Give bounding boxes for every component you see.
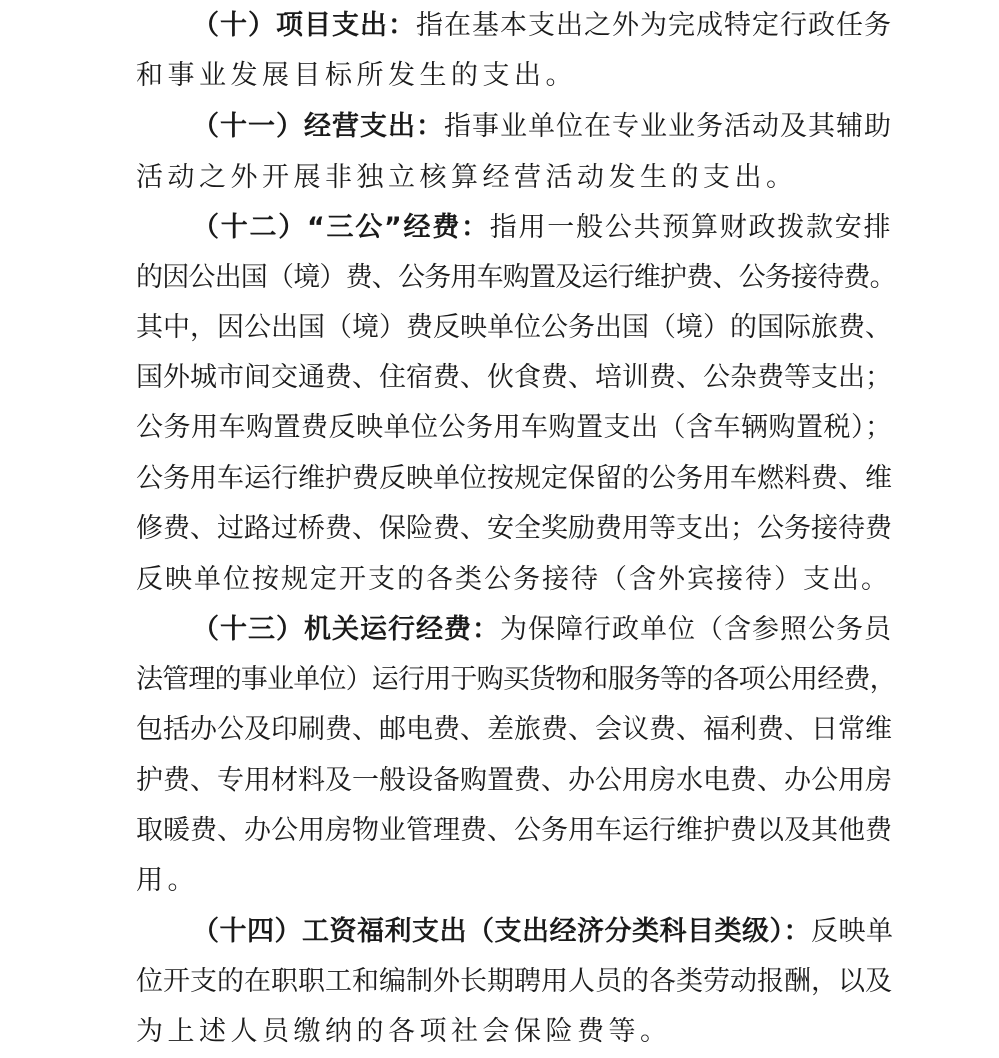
paragraph-line: 位开支的在职职工和编制外长期聘用人员的各类劳动报酬，以及 (136, 966, 892, 997)
paragraph-line (192, 1, 896, 51)
paragraph-line: 护费、专用材料及一般设备购置费、办公用房水电费、办公用房 (136, 765, 892, 796)
paragraph-line (192, 907, 896, 957)
section-text: 为保障行政单位（含参照公务员 (500, 614, 892, 645)
paragraph-line: 为上述人员缴纳的各项社会保险费等。 (136, 1016, 672, 1047)
paragraph-line: 修费、过路过桥费、保险费、安全奖励费用等支出；公务接待费 (136, 513, 892, 544)
paragraph-line: 取暖费、办公用房物业管理费、公务用车运行维护费以及其他费 (136, 815, 892, 846)
section-text: 反映单 (811, 916, 894, 947)
paragraph-line: 活动之外开展非独立核算经营活动发生的支出。 (136, 162, 798, 193)
paragraph-line: 其中，因公出国（境）费反映单位公务出国（境）的国际旅费、 (136, 312, 892, 343)
section-text: 指在基本支出之外为完成特定行政任务 (416, 10, 892, 41)
paragraph-line (192, 605, 896, 655)
section-text: 指用一般公共预算财政拨款安排 (489, 212, 893, 243)
section-text: 指事业单位在专业业务活动及其辅助 (444, 111, 892, 142)
section-heading: （十三）机关运行经费： (192, 614, 500, 645)
paragraph-line: 的因公出国（境）费、公务用车购置及运行维护费、公务接待费。 (136, 262, 896, 293)
paragraph-line: 包括办公及印刷费、邮电费、差旅费、会议费、福利费、日常维 (136, 714, 892, 745)
paragraph-line: 公务用车购置费反映单位公务用车购置支出（含车辆购置税）； (136, 412, 893, 443)
paragraph-line: 法管理的事业单位）运行用于购买货物和服务等的各项公用经费， (136, 664, 896, 695)
paragraph-line (192, 102, 896, 152)
paragraph-line: 反映单位按规定开支的各类公务接待（含外宾接待）支出。 (136, 564, 890, 595)
paragraph-line: 和事业发展目标所发生的支出。 (136, 60, 577, 91)
section-heading: （十一）经营支出： (192, 111, 444, 142)
paragraph-line (192, 203, 896, 253)
paragraph-line: 国外城市间交通费、住宿费、伙食费、培训费、公杂费等支出； (136, 362, 892, 393)
section-heading: （十四）工资福利支出（支出经济分类科目类级）： (192, 916, 811, 947)
section-heading: （十二）“三公”经费： (192, 212, 490, 243)
paragraph-line: 公务用车运行维护费反映单位按规定保留的公务用车燃料费、维 (136, 463, 892, 494)
section-heading: （十）项目支出： (192, 10, 416, 41)
paragraph-line: 用。 (136, 865, 199, 896)
